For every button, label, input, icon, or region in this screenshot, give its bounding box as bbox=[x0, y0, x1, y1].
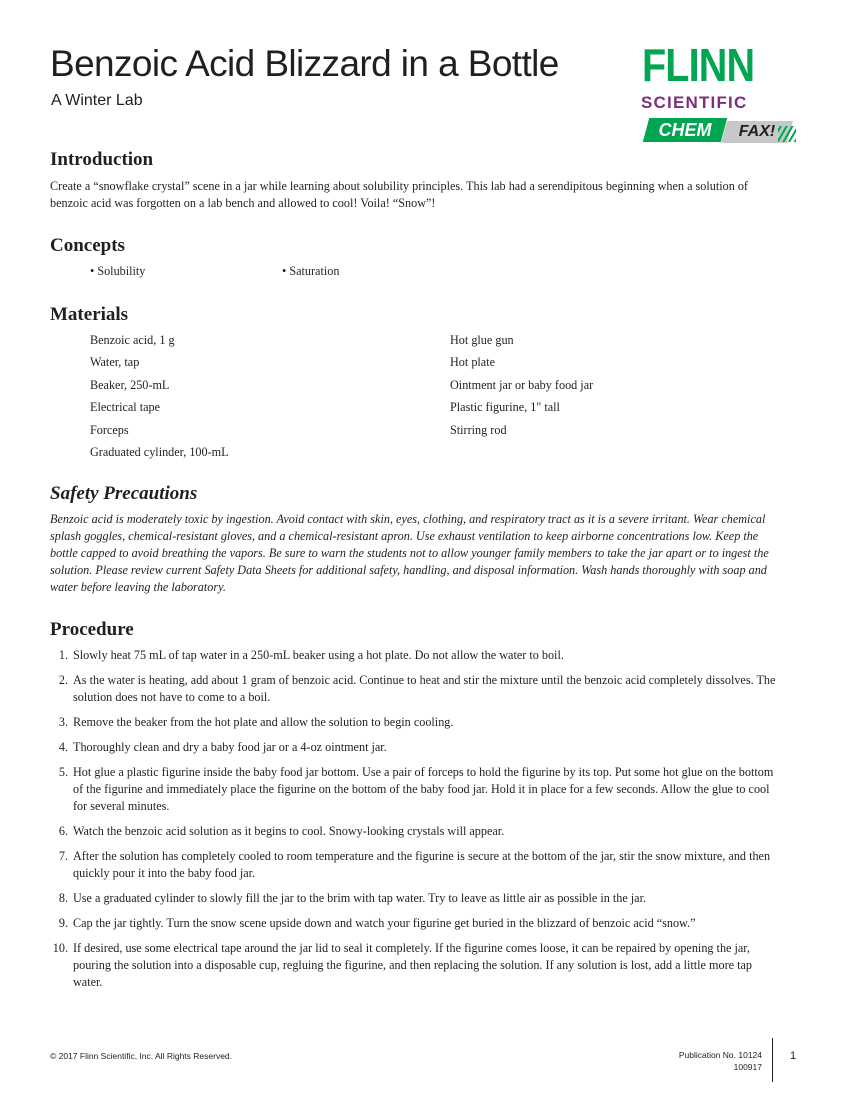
step-text: After the solution has completely cooled to room temperature and the figurine is secure at the bottom of the jar, stir the snow mixture, and then quickly pour it into the baby food jar. bbox=[73, 849, 771, 880]
safety-heading: Safety Precautions bbox=[50, 483, 198, 504]
step-text: Use a graduated cylinder to slowly fill the jar to the brim with tap water. Try to leave as little air as possible in the jar. bbox=[73, 891, 647, 905]
logo-stripe-decoration bbox=[778, 126, 796, 142]
materials-list-left bbox=[90, 329, 229, 463]
step-number: 10. bbox=[52, 941, 68, 955]
materials-list-right bbox=[450, 329, 593, 441]
logo-fax-text: FAX! bbox=[738, 123, 776, 140]
procedure-heading: Procedure bbox=[50, 619, 134, 640]
step-text: Hot glue a plastic figurine inside the baby food jar bottom. Use a pair of forceps to hold the figurine by its top. Put some hot glue on the bottom of the figurine and immediately place the figurine on the bottom of the baby food jar. Hold it in place for a few seconds. Allow the glue to cool for several minutes. bbox=[73, 765, 774, 813]
step-number: 8. bbox=[58, 891, 68, 905]
step-number: 5. bbox=[58, 765, 68, 779]
copyright-notice: © 2017 Flinn Scientific, Inc. All Rights Reserved. bbox=[50, 1051, 233, 1061]
material-item: Plastic figurine, 1" tall bbox=[450, 400, 560, 415]
introduction-heading: Introduction bbox=[50, 149, 154, 170]
procedure-step bbox=[50, 940, 780, 991]
procedure-step bbox=[50, 672, 780, 706]
logo-chem-text: CHEM bbox=[658, 120, 712, 140]
concepts-heading: Concepts bbox=[50, 235, 125, 256]
publication-number: Publication No. 10124 bbox=[678, 1050, 762, 1060]
step-text: Slowly heat 75 mL of tap water in a 250-mL beaker using a hot plate. Do not allow the water to boil. bbox=[73, 648, 564, 662]
procedure-step bbox=[50, 848, 780, 882]
procedure-step bbox=[50, 823, 780, 840]
step-text: Remove the beaker from the hot plate and allow the solution to begin cooling. bbox=[73, 715, 454, 729]
procedure-step bbox=[50, 890, 780, 907]
material-item: Beaker, 250-mL bbox=[90, 377, 170, 392]
procedure-list bbox=[50, 647, 780, 999]
material-item: Electrical tape bbox=[90, 400, 161, 415]
material-item: Forceps bbox=[90, 422, 129, 437]
step-number: 7. bbox=[58, 849, 68, 863]
step-number: 4. bbox=[58, 740, 68, 754]
safety-text: Benzoic acid is moderately toxic by ingestion. Avoid contact with skin, eyes, clothing, and respiratory tract as it is a severe irritant. Wear chemical splash goggles, chemical-resistant gloves, and a chemical-resistant apron. Use exhaust ventilation to keep airborne concentrations low. Keep the bottle capped to avoid breathing the vapors. Be sure to warn the students not to allow younger family members to take the jar apart or to ingest the solution. Please review current Safety Data Sheets for additional safety, handling, and disposal information. Wash hands thoroughly with soap and water before leaving the laboratory. bbox=[50, 512, 769, 594]
material-item: Ointment jar or baby food jar bbox=[450, 377, 594, 392]
step-text: Watch the benzoic acid solution as it begins to cool. Snowy-looking crystals will appear. bbox=[73, 824, 505, 838]
flinn-chemfax-logo bbox=[640, 39, 800, 152]
step-text: As the water is heating, add about 1 gram of benzoic acid. Continue to heat and stir the mixture until the benzoic acid completely dissolves. The solution does not have to come to a boil. bbox=[73, 673, 776, 704]
page-subtitle: A Winter Lab bbox=[51, 92, 143, 109]
step-number: 3. bbox=[58, 715, 68, 729]
procedure-step bbox=[50, 915, 780, 932]
procedure-step bbox=[50, 714, 780, 731]
materials-heading: Materials bbox=[50, 304, 129, 325]
step-text: If desired, use some electrical tape around the jar lid to seal it completely. If the figurine comes loose, it can be repaired by opening the jar, pouring the solution into a disposable cup, regluing the figurine, and then replacing the solution. If any solution is lost, add a little more tap water. bbox=[73, 941, 752, 989]
concept-item: • Saturation bbox=[282, 264, 340, 278]
page-title: Benzoic Acid Blizzard in a Bottle bbox=[50, 43, 559, 84]
page-number: 1 bbox=[790, 1050, 797, 1062]
logo-chem-badge bbox=[643, 118, 727, 142]
material-item: Hot plate bbox=[450, 355, 496, 370]
publication-info bbox=[679, 1049, 762, 1073]
procedure-step bbox=[50, 647, 780, 664]
introduction-text: Create a “snowflake crystal” scene in a jar while learning about solubility principles. This lab had a serendipitous beginning when a solution of benzoic acid was forgotten on a lab bench and allowed to cool! Voila! “Snow”! bbox=[50, 179, 748, 210]
material-item: Water, tap bbox=[90, 355, 140, 370]
material-item: Stirring rod bbox=[450, 422, 507, 437]
procedure-step bbox=[50, 739, 780, 756]
concept-item: • Solubility bbox=[90, 264, 146, 278]
logo-flinn-text: FLINN bbox=[642, 39, 755, 91]
step-number: 9. bbox=[58, 916, 68, 930]
procedure-step bbox=[50, 764, 780, 815]
footer-divider bbox=[772, 1038, 773, 1082]
step-number: 2. bbox=[58, 673, 68, 687]
publication-code: 100917 bbox=[733, 1062, 762, 1072]
material-item: Hot glue gun bbox=[450, 333, 514, 347]
material-item: Benzoic acid, 1 g bbox=[90, 333, 175, 347]
step-number: 1. bbox=[58, 648, 68, 662]
logo-scientific-text: SCIENTIFIC bbox=[641, 93, 748, 112]
step-text: Cap the jar tightly. Turn the snow scene upside down and watch your figurine get buried in the blizzard of benzoic acid “snow.” bbox=[73, 916, 696, 930]
material-item: Graduated cylinder, 100-mL bbox=[90, 445, 229, 460]
step-number: 6. bbox=[58, 824, 68, 838]
step-text: Thoroughly clean and dry a baby food jar or a 4-oz ointment jar. bbox=[73, 740, 387, 754]
